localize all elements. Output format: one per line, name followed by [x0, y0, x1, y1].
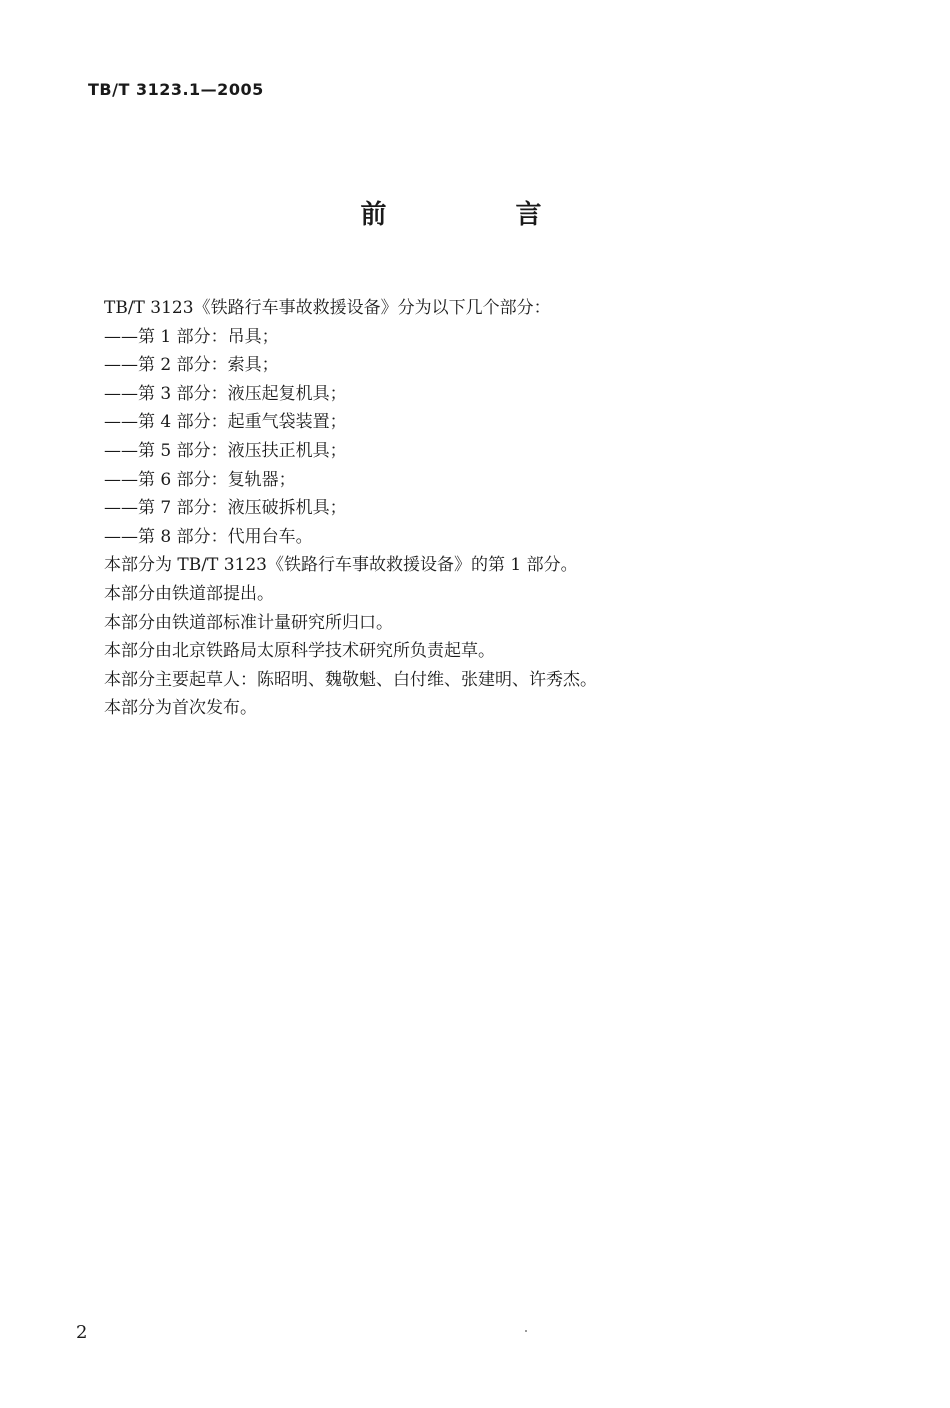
- list-item-part-7: ——第 7 部分：液压破拆机具；: [104, 498, 347, 519]
- list-item-part-4: ——第 4 部分：起重气袋装置；: [104, 412, 347, 433]
- standard-code-header: TB/T 3123.1—2005: [88, 80, 264, 99]
- page-number: 2: [76, 1322, 88, 1343]
- scan-speck: [525, 1330, 527, 1332]
- foreword-body: [104, 294, 884, 723]
- list-item-part-1: ——第 1 部分：吊具；: [104, 326, 279, 347]
- paragraph-centralized-by: 本部分由铁道部标准计量研究所归口。: [104, 612, 393, 633]
- paragraph-intro: TB/T 3123《铁路行车事故救援设备》分为以下几个部分：: [104, 298, 551, 318]
- paragraph-drafted-by: 本部分由北京铁路局太原科学技术研究所负责起草。: [104, 641, 495, 662]
- list-item-part-6: ——第 6 部分：复轨器；: [104, 469, 296, 490]
- page-title: 前 言: [360, 200, 602, 230]
- paragraph-first-release: 本部分为首次发布。: [104, 698, 257, 719]
- paragraph-drafters: 本部分主要起草人：陈昭明、魏敬魁、白付维、张建明、许秀杰。: [104, 669, 597, 690]
- list-item-part-8: ——第 8 部分：代用台车。: [104, 526, 313, 547]
- paragraph-scope: 本部分为 TB/T 3123《铁路行车事故救援设备》的第 1 部分。: [104, 555, 578, 576]
- list-item-part-5: ——第 5 部分：液压扶正机具；: [104, 440, 347, 461]
- list-item-part-3: ——第 3 部分：液压起复机具；: [104, 383, 347, 404]
- paragraph-proposed-by: 本部分由铁道部提出。: [104, 583, 274, 604]
- list-item-part-2: ——第 2 部分：索具；: [104, 355, 279, 376]
